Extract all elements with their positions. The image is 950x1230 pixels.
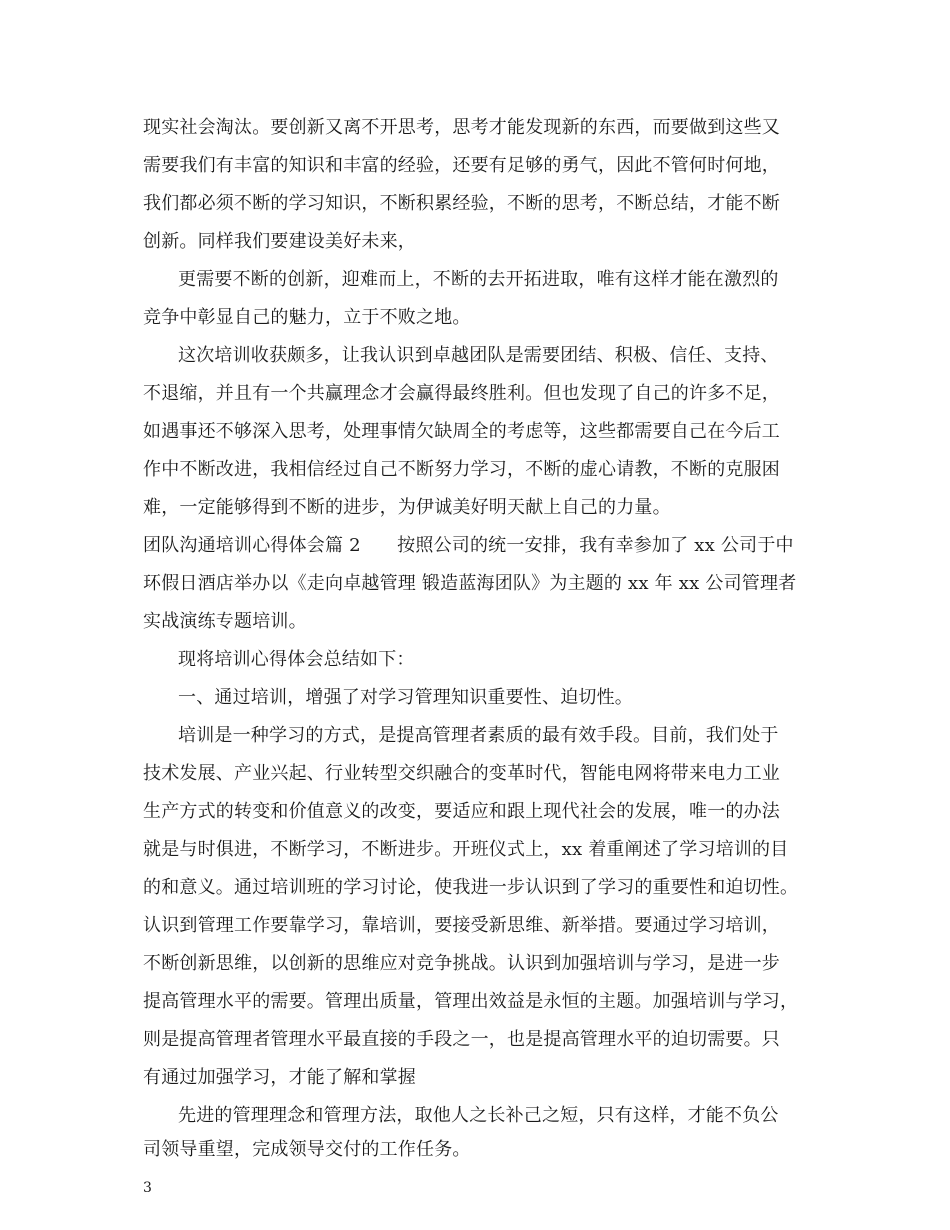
text-line: 技术发展、产业兴起、行业转型交织融合的变革时代，智能电网将带来电力工业 (143, 763, 780, 784)
text-line: 现实社会淘汰。要创新又离不开思考，思考才能发现新的东西，而要做到这些又 (143, 117, 780, 138)
text-line: 生产方式的转变和价值意义的改变，要适应和跟上现代社会的发展，唯一的办法 (143, 801, 780, 822)
text-line: 则是提高管理者管理水平最直接的手段之一，也是提高管理水平的迫切需要。只 (143, 1029, 780, 1050)
text-line: 就是与时俱进，不断学习，不断进步。开班仪式上，xx 着重阐述了学习培训的目 (143, 839, 789, 860)
text-line: 实战演练专题培训。 (143, 611, 307, 632)
text-line: 我们都必须不断的学习知识，不断积累经验，不断的思考，不断总结，才能不断 (143, 193, 780, 214)
text-line: 竞争中彰显自己的魅力，立于不败之地。 (143, 307, 471, 328)
text-line: 现将培训心得体会总结如下： (178, 649, 415, 670)
section-heading: 一、通过培训，增强了对学习管理知识重要性、迫切性。 (178, 687, 633, 708)
text-line: 需要我们有丰富的知识和丰富的经验，还要有足够的勇气，因此不管何时何地， (143, 155, 780, 176)
text-line: 先进的管理理念和管理方法，取他人之长补己之短，只有这样，才能不负公 (178, 1105, 779, 1126)
text-line: 提高管理水平的需要。管理出质量，管理出效益是永恒的主题。加强培训与学习， (143, 991, 799, 1012)
page-number: 3 (143, 1180, 152, 1196)
text-line: 有通过加强学习，才能了解和掌握 (143, 1067, 416, 1088)
text-line: 创新。同样我们要建设美好未来， (143, 231, 416, 252)
text-line: 作中不断改进，我相信经过自己不断努力学习，不断的虚心请教，不断的克服困 (143, 459, 780, 480)
text-line: 难，一定能够得到不断的进步，为伊诚美好明天献上自己的力量。 (143, 497, 671, 518)
text-line: 司领导重望，完成领导交付的工作任务。 (143, 1139, 471, 1160)
text-line: 的和意义。通过培训班的学习讨论，使我进一步认识到了学习的重要性和迫切性。 (143, 877, 799, 898)
text-line: 更需要不断的创新，迎难而上，不断的去开拓进取，唯有这样才能在激烈的 (178, 269, 779, 290)
text-line: 不退缩，并且有一个共赢理念才会赢得最终胜利。但也发现了自己的许多不足， (143, 383, 780, 404)
text-line: 环假日酒店举办以《走向卓越管理 锻造蓝海团队》为主题的 xx 年 xx 公司管理者 (143, 573, 797, 594)
text-line: 不断创新思维，以创新的思维应对竞争挑战。认识到加强培训与学习，是进一步 (143, 953, 780, 974)
text-line: 团队沟通培训心得体会篇 2 按照公司的统一安排，我有幸参加了 xx 公司于中 (143, 535, 794, 556)
text-line: 这次培训收获颇多，让我认识到卓越团队是需要团结、积极、信任、支持、 (178, 345, 779, 366)
text-line: 认识到管理工作要靠学习，靠培训，要接受新思维、新举措。要通过学习培训， (143, 915, 780, 936)
text-line: 培训是一种学习的方式，是提高管理者素质的最有效手段。目前，我们处于 (178, 725, 779, 746)
text-line: 如遇事还不够深入思考，处理事情欠缺周全的考虑等，这些都需要自己在今后工 (143, 421, 780, 442)
